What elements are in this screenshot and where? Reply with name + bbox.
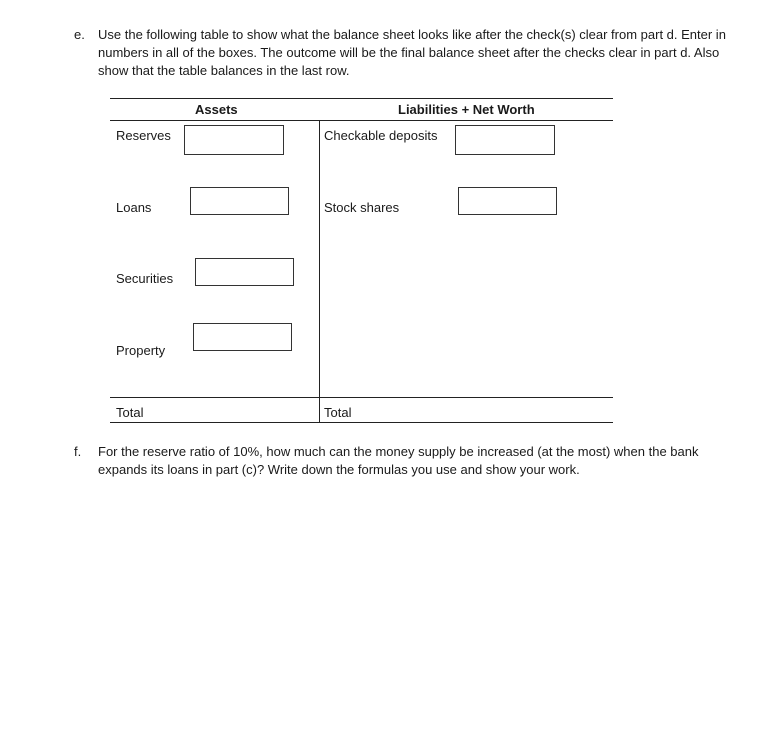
loans-input[interactable] xyxy=(190,187,289,215)
stock-shares-label: Stock shares xyxy=(324,200,400,215)
stock-shares-input[interactable] xyxy=(458,187,557,215)
reserves-label: Reserves xyxy=(116,128,171,143)
reserves-input[interactable] xyxy=(184,125,284,155)
securities-label: Securities xyxy=(116,271,174,286)
securities-input[interactable] xyxy=(195,258,294,286)
header-rule xyxy=(110,120,613,121)
liabilities-total-label: Total xyxy=(324,405,352,420)
assets-header: Assets xyxy=(195,102,238,117)
property-input[interactable] xyxy=(193,323,292,351)
loans-label: Loans xyxy=(116,200,152,215)
checkable-deposits-input[interactable] xyxy=(455,125,555,155)
total-bottom-rule xyxy=(110,422,613,423)
liabilities-header: Liabilities + Net Worth xyxy=(398,102,535,117)
question-f-marker: f. xyxy=(74,444,82,459)
question-e-text: Use the following table to show what the balance sheet looks like after the check(s) clear from part d. Enter in numbers in all of the boxes. The outcome will be the final balance sheet after the checks clear in part d. Also show that the table balances in the last row. xyxy=(98,27,726,78)
property-label: Property xyxy=(116,343,166,358)
center-divider xyxy=(319,120,320,422)
top-rule xyxy=(110,98,613,99)
checkable-deposits-label: Checkable deposits xyxy=(324,128,438,143)
total-top-rule xyxy=(110,397,613,398)
question-f-text: For the reserve ratio of 10%, how much can the money supply be increased (at the most) when the bank expands its loans in part (c)? Write down the formulas you use and show your work. xyxy=(98,444,699,477)
assets-total-label: Total xyxy=(116,405,144,420)
question-e-marker: e. xyxy=(74,27,85,42)
